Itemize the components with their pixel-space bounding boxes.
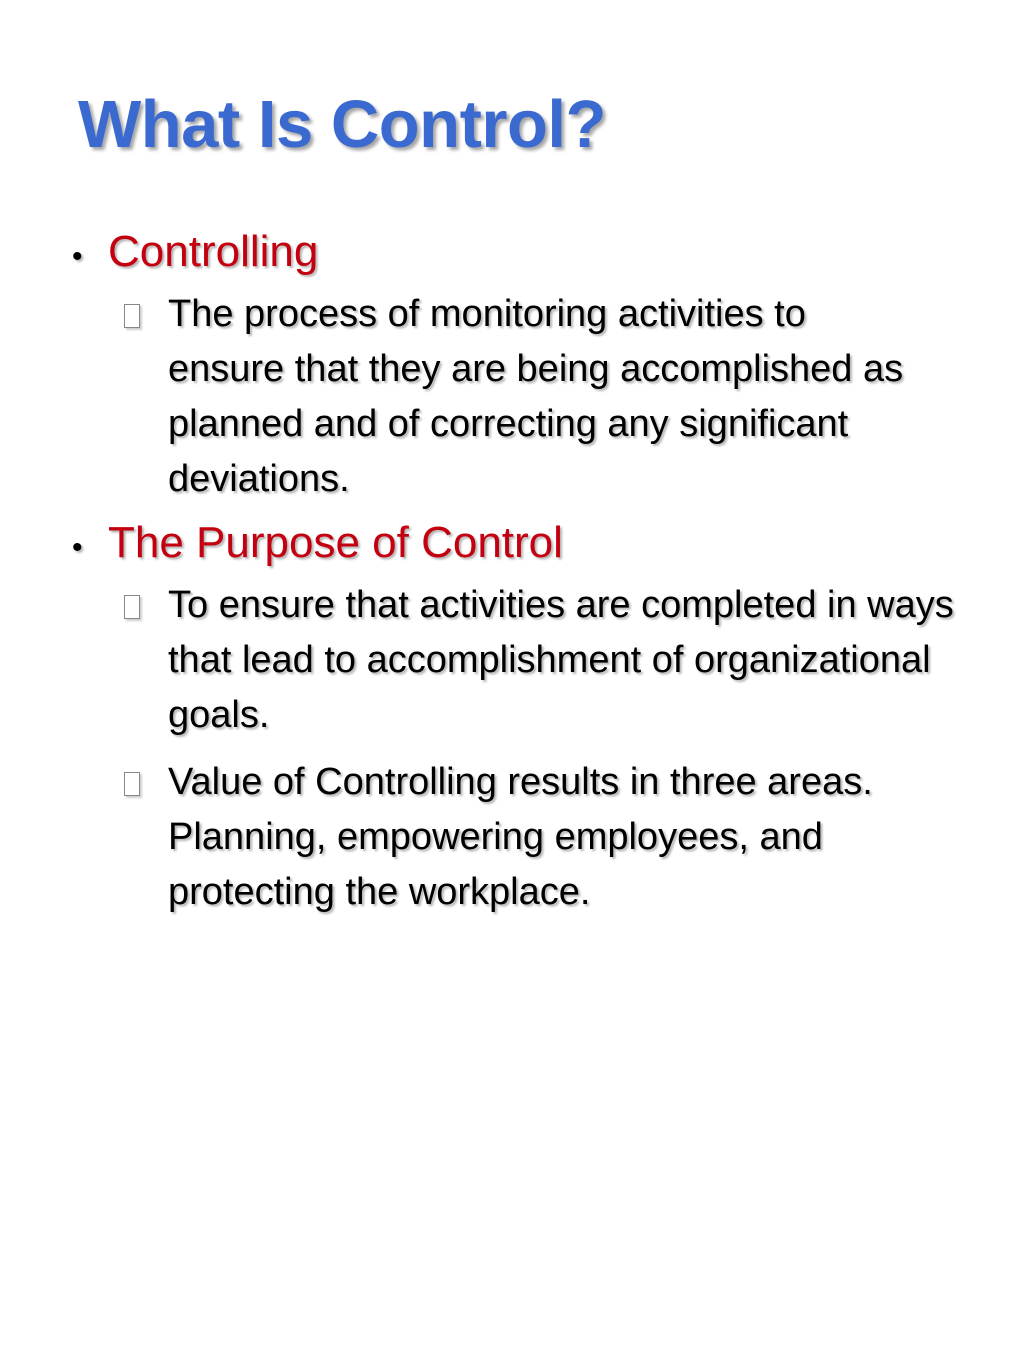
slide-body (72, 222, 972, 920)
bullet-controlling (72, 222, 972, 287)
missing-glyph-box-icon (124, 304, 140, 328)
bullet-label: Controlling (108, 227, 319, 276)
bullet-label: The Purpose of Control (108, 518, 563, 567)
sub-bullet-value (124, 755, 884, 920)
slide-title: What Is Control? (78, 87, 606, 162)
sub-bullet-purpose (124, 578, 964, 743)
sub-bullet-definition (124, 287, 924, 507)
bullet-dot-icon: • (72, 240, 83, 273)
missing-glyph-box-icon (124, 772, 140, 796)
missing-glyph-box-icon (124, 595, 140, 619)
sub-bullet-text: The process of monitoring activities to ensure that they are being accomplished as planned and of correcting any significant deviations. (168, 293, 904, 500)
bullet-purpose-of-control (72, 513, 972, 578)
sub-bullet-text: To ensure that activities are completed in ways that lead to accomplishment of organizational goals. (168, 584, 954, 736)
bullet-dot-icon: • (72, 531, 83, 564)
sub-bullet-text: Value of Controlling results in three areas. Planning, empowering employees, and protecting the workplace. (168, 761, 873, 913)
